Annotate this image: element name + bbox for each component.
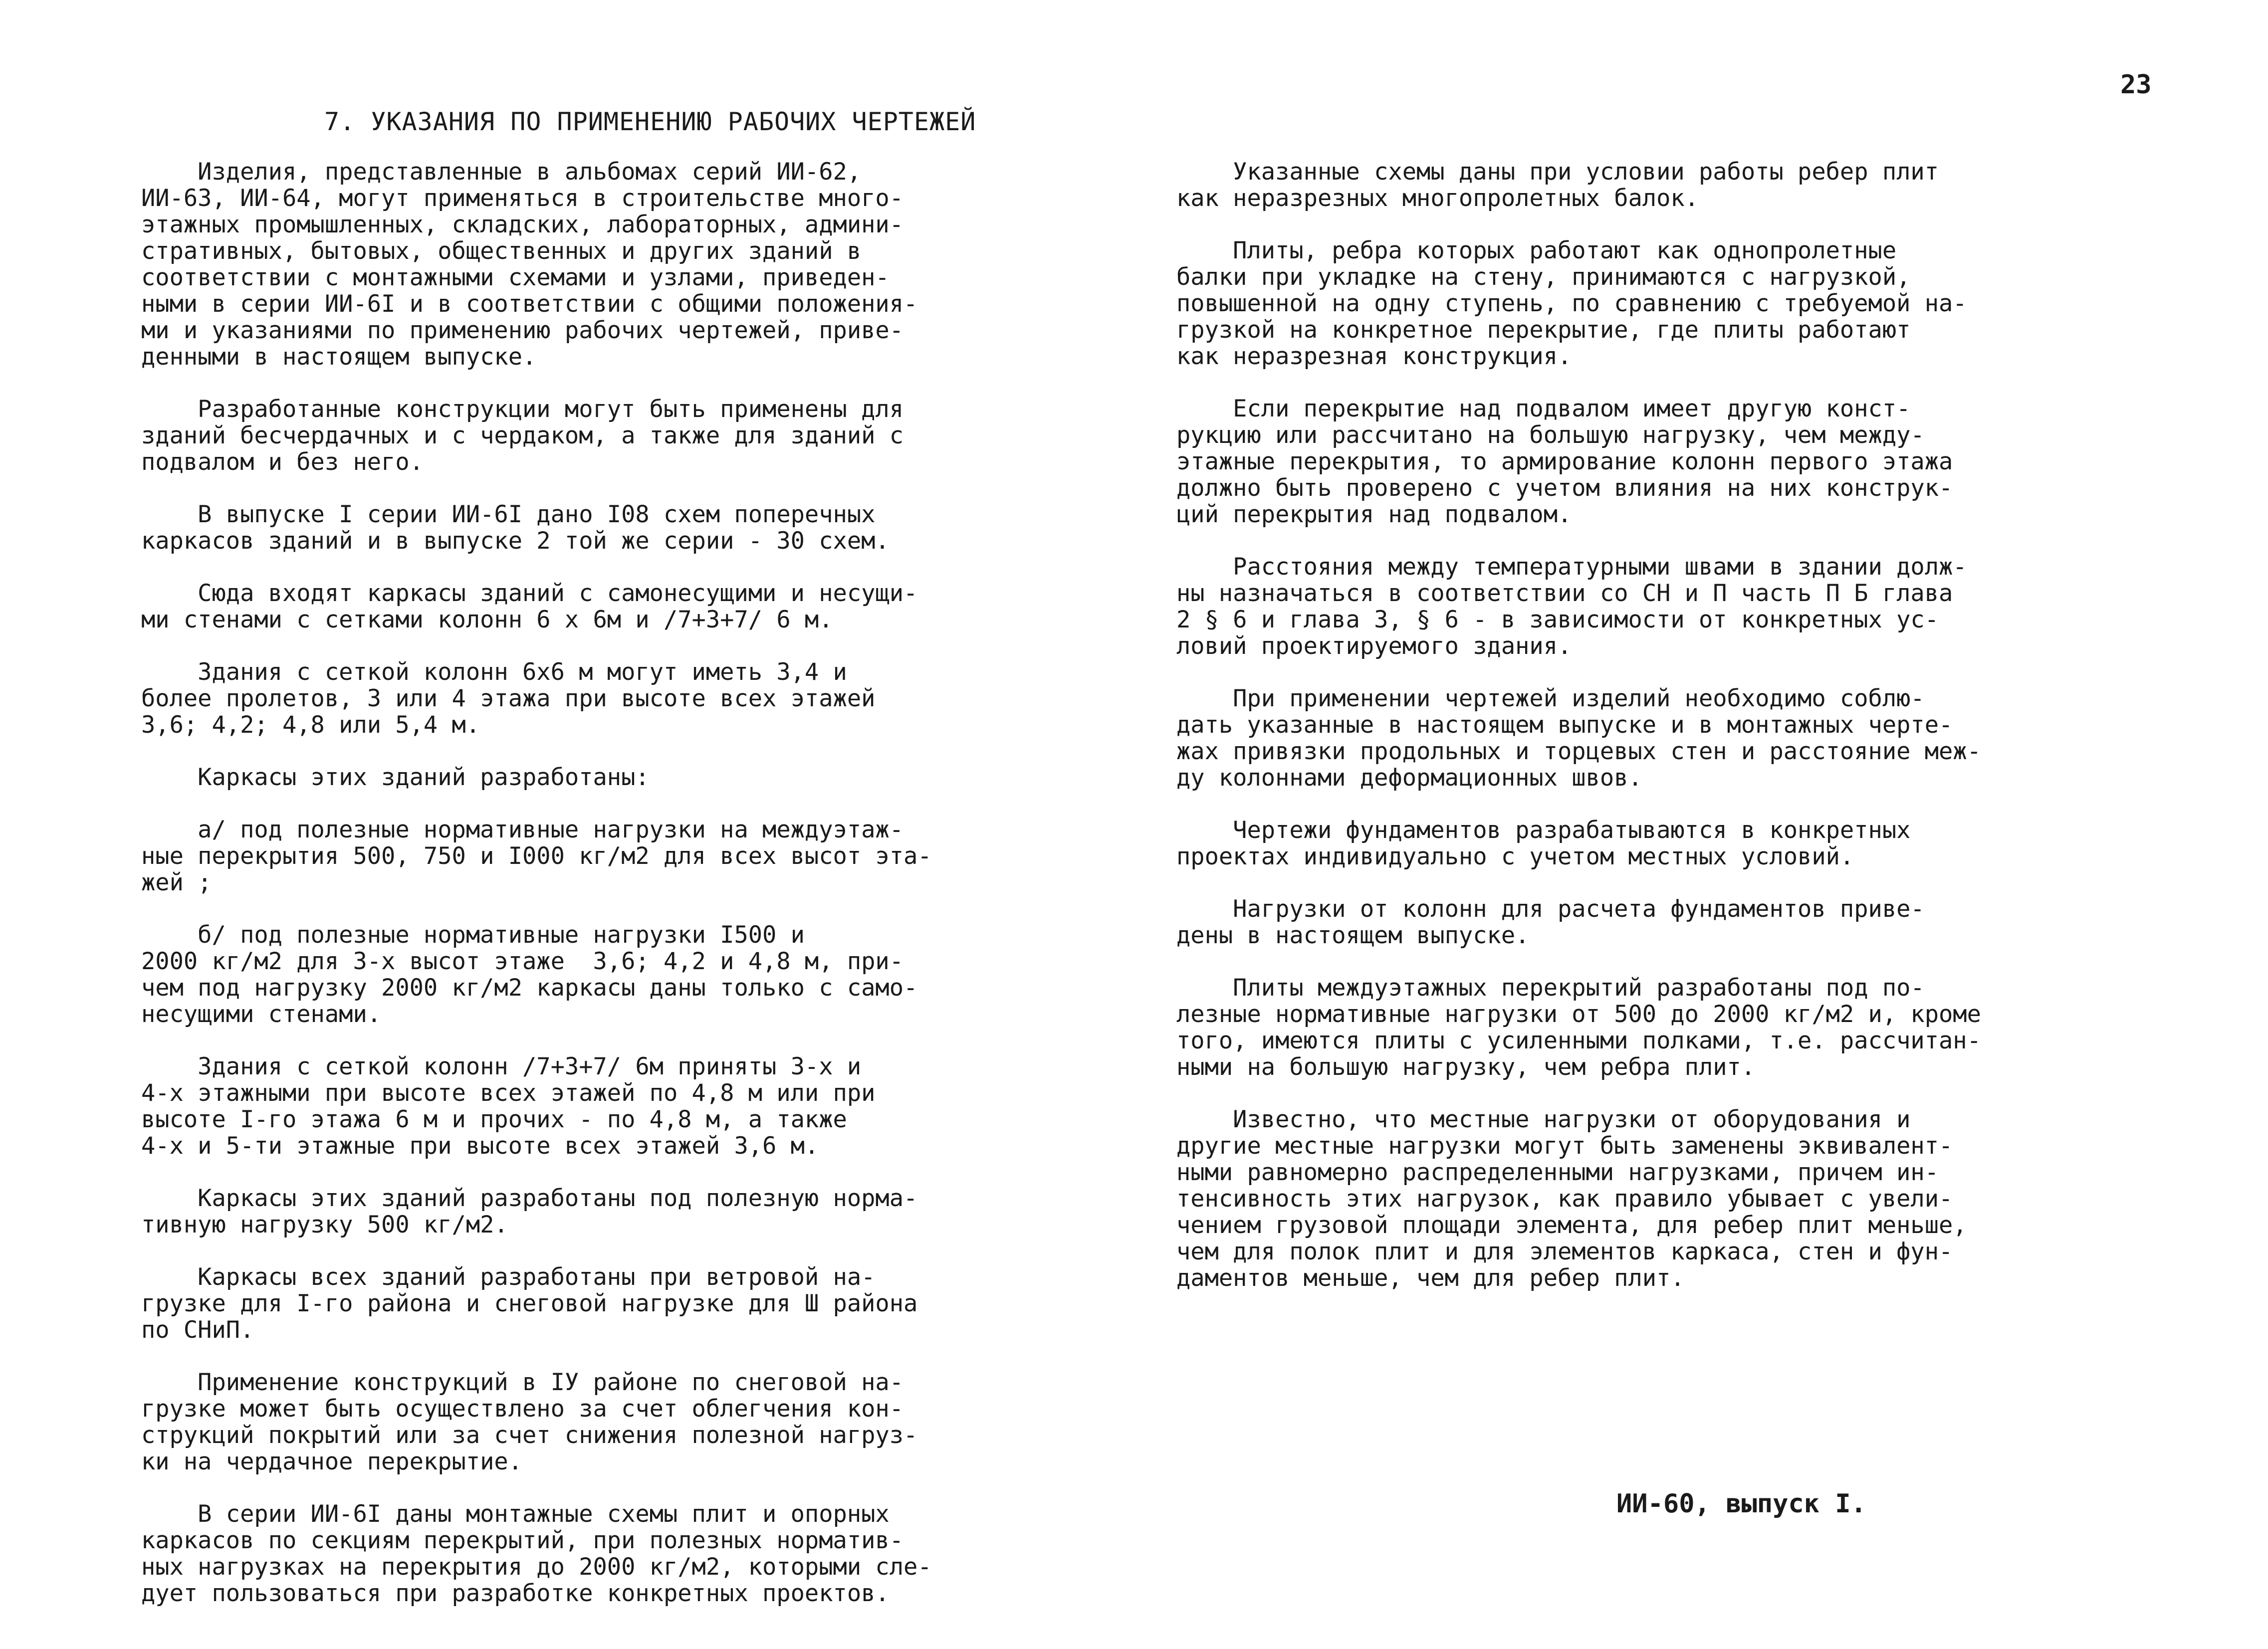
paragraph xyxy=(1176,237,2099,370)
text-line: каркасов зданий и в выпуске 2 той же серии - 30 схем. xyxy=(141,527,890,555)
text-line: а/ под полезные нормативные нагрузки на междуэтаж- xyxy=(141,816,904,843)
page-number: 23 xyxy=(2120,70,2152,100)
text-line: тенсивность этих нагрузок, как правило убывает с увели- xyxy=(1176,1185,1953,1213)
text-line: даментов меньше, чем для ребер плит. xyxy=(1176,1264,1685,1292)
paragraph xyxy=(1176,396,2099,528)
right-column xyxy=(1176,159,2099,1317)
text-line: рукцию или рассчитано на большую нагрузку, чем между- xyxy=(1176,421,1925,449)
text-line: жах привязки продольных и торцевых стен и расстояние меж- xyxy=(1176,738,1981,765)
text-line: грузке может быть осуществлено за счет облегчения кон- xyxy=(141,1395,904,1423)
text-line: ций перекрытия над подвалом. xyxy=(1176,501,1572,528)
text-line: дены в настоящем выпуске. xyxy=(1176,922,1530,949)
text-line: При применении чертежей изделий необходимо соблю- xyxy=(1176,685,1925,712)
text-line: Плиты междуэтажных перекрытий разработаны под по- xyxy=(1176,974,1925,1002)
text-line: В выпуске I серии ИИ-6I дано I08 схем поперечных xyxy=(141,501,876,528)
paragraph xyxy=(1176,1106,2099,1291)
text-line: ки на чердачное перекрытие. xyxy=(141,1448,523,1475)
paragraph xyxy=(141,817,1064,896)
text-line: по СНиП. xyxy=(141,1316,254,1344)
text-line: Сюда входят каркасы зданий с самонесущими и несущи- xyxy=(141,580,918,607)
text-line: Разработанные конструкции могут быть применены для xyxy=(141,396,904,423)
text-line: Плиты, ребра которых работают как однопролетные xyxy=(1176,237,1897,264)
text-line: ные перекрытия 500, 750 и I000 кг/м2 для всех высот эта- xyxy=(141,842,932,870)
text-line: тивную нагрузку 500 кг/м2. xyxy=(141,1211,508,1238)
text-line: жей ; xyxy=(141,869,212,896)
text-line: этажных промышленных, складских, лабораторных, админи- xyxy=(141,211,904,238)
paragraph xyxy=(1176,975,2099,1080)
paragraph xyxy=(141,580,1064,633)
text-line: чем для полок плит и для элементов каркаса, стен и фун- xyxy=(1176,1238,1953,1265)
paragraph xyxy=(141,1053,1064,1159)
text-line: Нагрузки от колонн для расчета фундаментов приве- xyxy=(1176,895,1925,923)
text-line: Расстояния между температурными швами в здании долж- xyxy=(1176,553,1967,581)
text-line: дует пользоваться при разработке конкретных проектов. xyxy=(141,1580,890,1607)
paragraph xyxy=(141,1369,1064,1475)
text-line: ными в серии ИИ-6I и в соответствии с общими положения- xyxy=(141,290,918,318)
text-line: Известно, что местные нагрузки от оборудования и xyxy=(1176,1106,1911,1133)
text-line: денными в настоящем выпуске. xyxy=(141,343,537,371)
paragraph xyxy=(141,1501,1064,1607)
text-line: В серии ИИ-6I даны монтажные схемы плит и опорных xyxy=(141,1500,890,1528)
paragraph xyxy=(1176,554,2099,659)
text-line: 4-х и 5-ти этажные при высоте всех этажей 3,6 м. xyxy=(141,1132,819,1160)
text-line: 4-х этажными при высоте всех этажей по 4,8 м или при xyxy=(141,1079,876,1107)
text-line: ми стенами с сетками колонн 6 х 6м и /7+3+7/ 6 м. xyxy=(141,606,833,633)
text-line: зданий бесчердачных и с чердаком, а также для зданий с xyxy=(141,422,904,449)
text-line: б/ под полезные нормативные нагрузки I500 и xyxy=(141,921,805,949)
paragraph xyxy=(141,159,1064,370)
text-line: 3,6; 4,2; 4,8 или 5,4 м. xyxy=(141,711,480,739)
text-line: Каркасы всех зданий разработаны при ветровой на- xyxy=(141,1263,876,1291)
text-line: Каркасы этих зданий разработаны под полезную норма- xyxy=(141,1185,918,1212)
paragraph xyxy=(1176,896,2099,949)
text-line: каркасов по секциям перекрытий, при полезных норматив- xyxy=(141,1527,904,1554)
paragraph xyxy=(1176,685,2099,791)
text-line: Указанные схемы даны при условии работы ребер плит xyxy=(1176,158,1939,186)
text-line: ны назначаться в соответствии со СН и П часть П Б глава xyxy=(1176,580,1953,607)
series-reference: ИИ-60, выпуск I. xyxy=(1616,1489,1866,1519)
paragraph xyxy=(141,396,1064,475)
section-heading: 7. УКАЗАНИЯ ПО ПРИМЕНЕНИЮ РАБОЧИХ ЧЕРТЕЖЕЙ xyxy=(324,107,976,136)
text-line: грузке для I-го района и снеговой нагрузке для Ш района xyxy=(141,1290,918,1317)
text-line: грузкой на конкретное перекрытие, где плиты работают xyxy=(1176,316,1911,344)
paragraph xyxy=(141,1185,1064,1238)
text-line: струкций покрытий или за счет снижения полезной нагруз- xyxy=(141,1422,918,1449)
text-line: 2000 кг/м2 для 3-х высот этаже 3,6; 4,2 и 4,8 м, при- xyxy=(141,948,904,975)
text-line: высоте I-го этажа 6 м и прочих - по 4,8 м, а также xyxy=(141,1106,847,1133)
text-line: Здания с сеткой колонн 6х6 м могут иметь 3,4 и xyxy=(141,658,847,686)
paragraph xyxy=(141,764,1064,791)
text-line: подвалом и без него. xyxy=(141,448,424,476)
text-line: стративных, бытовых, общественных и других зданий в xyxy=(141,237,862,265)
text-line: того, имеются плиты с усиленными полками, т.е. рассчитан- xyxy=(1176,1027,1981,1054)
left-column xyxy=(141,159,1064,1633)
text-line: несущими стенами. xyxy=(141,1001,382,1028)
text-line: должно быть проверено с учетом влияния на них конструк- xyxy=(1176,474,1953,502)
text-line: ными равномерно распределенными нагрузками, причем ин- xyxy=(1176,1159,1939,1186)
text-line: Каркасы этих зданий разработаны: xyxy=(141,764,650,791)
text-line: более пролетов, 3 или 4 этажа при высоте всех этажей xyxy=(141,685,876,712)
text-line: лезные нормативные нагрузки от 500 до 2000 кг/м2 и, кроме xyxy=(1176,1001,1981,1028)
text-line: Изделия, представленные в альбомах серий ИИ-62, xyxy=(141,158,862,186)
text-line: другие местные нагрузки могут быть заменены эквивалент- xyxy=(1176,1132,1953,1160)
paragraph xyxy=(141,659,1064,738)
text-line: ловий проектируемого здания. xyxy=(1176,632,1572,660)
text-line: как неразрезная конструкция. xyxy=(1176,343,1572,370)
text-line: ными на большую нагрузку, чем ребра плит. xyxy=(1176,1053,1756,1081)
text-line: проектах индивидуально с учетом местных условий. xyxy=(1176,843,1854,870)
text-line: ИИ-63, ИИ-64, могут применяться в строительстве много- xyxy=(141,185,904,212)
text-line: Чертежи фундаментов разрабатываются в конкретных xyxy=(1176,817,1911,844)
text-line: повышенной на одну ступень, по сравнению с требуемой на- xyxy=(1176,290,1967,317)
paragraph xyxy=(141,922,1064,1028)
paragraph xyxy=(141,1264,1064,1343)
text-line: балки при укладке на стену, принимаются с нагрузкой, xyxy=(1176,263,1911,291)
text-line: ду колоннами деформационных швов. xyxy=(1176,764,1642,792)
text-line: этажные перекрытия, то армирование колонн первого этажа xyxy=(1176,448,1953,475)
paragraph xyxy=(1176,159,2099,211)
text-line: ми и указаниями по применению рабочих чертежей, приве- xyxy=(141,317,904,344)
text-line: Здания с сеткой колонн /7+3+7/ 6м приняты 3-х и xyxy=(141,1053,862,1080)
paragraph xyxy=(141,501,1064,554)
text-line: чем под нагрузку 2000 кг/м2 каркасы даны только с само- xyxy=(141,974,918,1002)
text-line: как неразрезных многопролетных балок. xyxy=(1176,185,1699,212)
text-line: ных нагрузках на перекрытия до 2000 кг/м2, которыми сле- xyxy=(141,1553,932,1581)
text-line: Применение конструкций в IУ районе по снеговой на- xyxy=(141,1369,904,1396)
text-line: Если перекрытие над подвалом имеет другую конст- xyxy=(1176,395,1911,422)
text-line: дать указанные в настоящем выпуске и в монтажных черте- xyxy=(1176,711,1953,739)
paragraph xyxy=(1176,817,2099,870)
text-line: 2 § 6 и глава 3, § 6 - в зависимости от конкретных ус- xyxy=(1176,606,1939,633)
text-line: чением грузовой площади элемента, для ребер плит меньше, xyxy=(1176,1212,1967,1239)
text-line: соответствии с монтажными схемами и узлами, приведен- xyxy=(141,264,890,291)
